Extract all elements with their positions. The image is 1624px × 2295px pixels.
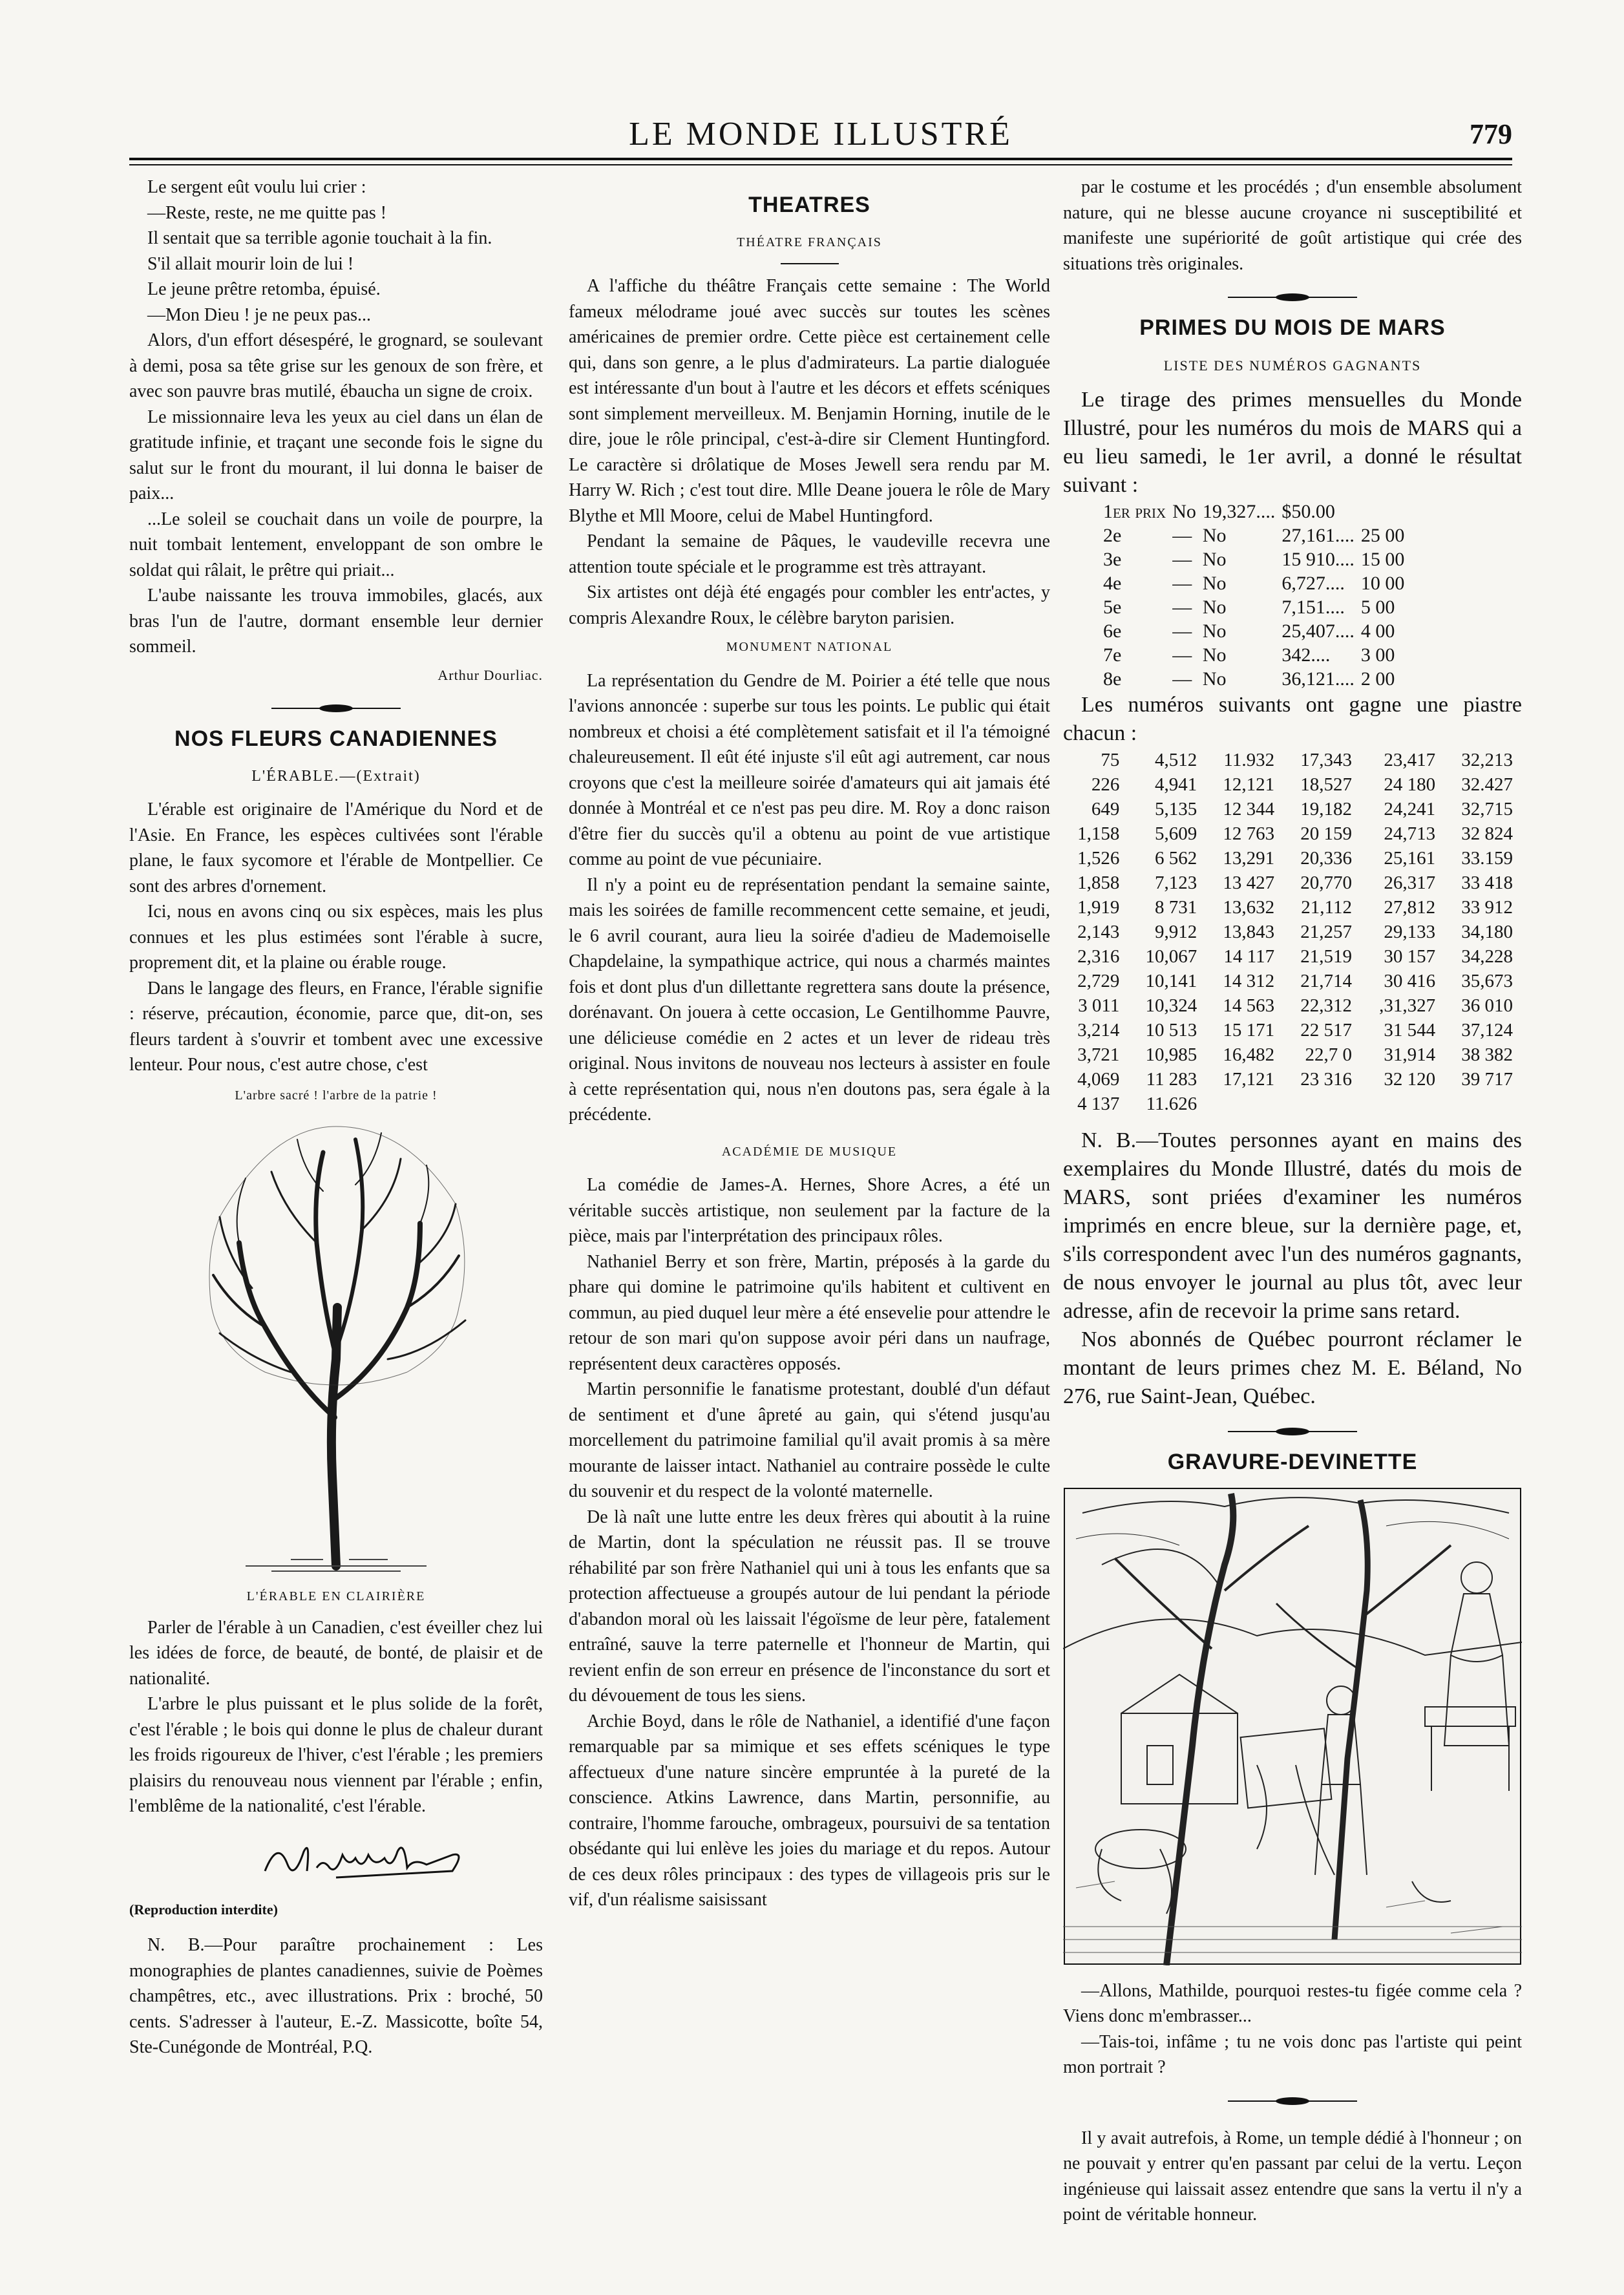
winning-number: 17,121 [1223,1069,1275,1090]
theatre-paragraph: Martin personnifie le fanatisme protestant, doublé d'un défaut de sentiment et d'une âpreté au gain, qui s'étend jusqu'au morcellement du patrimoine familial qu'il avait promis à sa mère mourante de laisser intact. Nathaniel au contraire possède le culte du souvenir et du respect de la volonté maternelle. [569,1379,1050,1501]
fleurs-paragraph: L'érable est originaire de l'Amérique du Nord et de l'Asie. En France, les espèces cultivées sont l'érable plane, le faux sycomore et l'érable de Montpellier. Ce sont des arbres d'ornement. [129,799,543,896]
primes-nb [1063,1126,1522,1411]
prize-cell: 10 00 [1360,573,1405,594]
prize-row [1103,595,1411,619]
prize-cell: No [1202,573,1227,594]
monument-national-text [569,668,1050,1128]
fleurs-paragraph: Ici, nous en avons cinq ou six espèces, mais les plus connues et les plus estimées sont l'érable à sucre, proprement dit, et la plaine ou érable rouge. [129,902,543,973]
winning-number: 21,112 [1301,897,1352,918]
winning-number: 14 312 [1223,971,1275,991]
primes-intro: Le tirage des primes mensuelles du Monde Illustré, pour les numéros du mois de MARS qui a eu lieu samedi, le 1er avril, a donné le résultat suivant : [1063,388,1522,497]
tree-top-caption: L'arbre sacré ! l'arbre de la patrie ! [235,1088,438,1103]
winning-number: 4,069 [1077,1069,1120,1090]
gravure-caption [1063,1978,1522,2080]
winning-number: 32,213 [1461,750,1513,770]
winning-number: 1,919 [1077,897,1120,918]
winning-number: 7,123 [1154,873,1197,893]
maple-tree-illustration [194,1114,478,1579]
winning-number: 14 117 [1223,946,1275,967]
story-paragraph: Alors, d'un effort désespéré, le grognard, se soulevant à demi, posa sa tête grise sur les genoux de son frère, et avec son pauvre bras mutilé, ébaucha un signe de croix. [129,330,543,401]
primes-nb-paragraph: Nos abonnés de Québec pourront réclamer le montant de leurs primes chez M. E. Béland, No 276, rue Saint-Jean, Québec. [1063,1327,1522,1408]
gravure-devinette-engraving [1063,1487,1522,1965]
prize-cell: 4e [1103,573,1122,594]
header-rule [129,158,1512,165]
winning-number: 1,526 [1077,848,1120,869]
theatre-paragraph: La représentation du Gendre de M. Poirier a été telle que nous l'avions annoncée : superbe sur tous les points. Le public qui était nombreux et choisi a été complètement satisfait et il l'a témoigné chaleureusement. Il eût été injuste s'il eût agi autrement, car nous croyons que c'est la meilleure soirée d'amateurs qui ait jamais été donnée à Montréal et ce n'est pas peu dire. M. Roy a donc raison d'être fier du succès qu'il a obtenu au point de vue artistique comme au point de vue pécuniaire. [569,670,1050,869]
winning-number: 23,417 [1384,750,1436,770]
theatre-paragraph: A l'affiche du théâtre Français cette semaine : The World fameux mélodrame joué avec succès sur toutes les scènes américaines de premier ordre. Cette pièce est certainement celle qui, dans son genre, a le plus d'admirateurs. La partie dialoguée est intéressante d'un bout à l'autre et les décors et effets scéniques sont simplement merveilleux. M. Benjamin Horning, inutile de le dire, joue le rôle principal, c'est-à-dire sir Clement Huntingford. Le caractère si drôlatique de Moses Jewell sera rendu par M. Harry W. Rich ; c'est tout dire. Mlle Deane jouera le rôle de Mary Blythe et Mll Moore, celui de Mabel Huntingford. [569,276,1050,526]
winning-numbers-row [1063,1042,1522,1067]
piastre-intro: Les numéros suivants ont gagne une piastre chacun : [1063,693,1522,745]
winning-number: 34,180 [1461,922,1513,942]
winning-number: 30 157 [1384,946,1436,967]
winning-numbers-row [1063,993,1522,1018]
winning-numbers-row [1063,797,1522,821]
piastre-block [1063,691,1522,748]
winning-number: 18,527 [1300,774,1352,795]
winning-number: 20,770 [1300,873,1352,893]
winning-number: 13,632 [1223,897,1275,918]
winning-number [1283,1092,1361,1116]
winning-number: 24,241 [1384,799,1436,820]
winning-number: 2,316 [1077,946,1120,967]
fleurs-paragraph: Dans le langage des fleurs, en France, l'érable signifie : réserve, précaution, économie, parce que, dit-on, ses fleurs tardent à s'ouvrir et tombent avec une excessive lenteur. Pour nous, c'est autre chose, c'est [129,978,543,1075]
winning-number: 20,336 [1300,848,1352,869]
prize-cell: 342.... [1281,644,1331,666]
winning-number: 22,7 0 [1305,1044,1352,1065]
story-paragraph: Il sentait que sa terrible agonie touchait à la fin. [147,228,492,248]
story-author: Arthur Dourliac. [438,666,543,683]
prize-cell: 2 00 [1360,668,1395,690]
winning-number: 75 [1101,750,1120,770]
prize-cell: 15 00 [1360,549,1405,570]
winning-number: 649 [1091,799,1120,820]
winning-number: 31 544 [1384,1020,1436,1041]
theatre-paragraph: Archie Boyd, dans le rôle de Nathaniel, a identifié d'une façon remarquable par sa mimique et ses effets scéniques le type affectueux d'une nature sincère empruntée à la pureté de la conscience. Atkins Lawrence, dans Martin, personnifie, au contraire, l'homme farouche, ombrageux, poursuivi de sa tentation obsédante qui lui enlève les joies du mariage et du repos. Autour de ces deux rôles principaux : des types de villageois pris sur le vif, d'un réalisme saisissant [569,1711,1050,1910]
ornament-divider [1221,2096,1364,2106]
winning-number: 10,141 [1145,971,1197,991]
winning-number: 13,843 [1223,922,1275,942]
winning-number: 14 563 [1223,995,1275,1016]
story-ending [129,175,543,660]
winning-number: 1,158 [1077,823,1120,844]
prize-cell: 6e [1103,620,1122,642]
prize-row [1103,547,1411,571]
newspaper-title: LE MONDE ILLUSTRÉ [629,116,1013,153]
prize-cell: 5 00 [1360,597,1395,618]
final-paragraph: Il y avait autrefois, à Rome, un temple dédié à l'honneur ; on ne pouvait y entrer qu'en passant par celui de la vertu. Leçon ingénieuse qui laissait assez entendre que sans la vertu il n'y a point de véritable honneur. [1063,2128,1522,2225]
winning-number: 23 316 [1300,1069,1352,1090]
winning-numbers-row [1063,944,1522,969]
prize-row [1103,500,1411,524]
winning-number: 12 344 [1223,799,1275,820]
winning-number: 35,673 [1461,971,1513,991]
prize-cell: 1er prix [1103,501,1166,522]
winning-number: 22 517 [1300,1020,1352,1041]
fleurs-title: NOS FLEURS CANADIENNES [174,726,498,751]
prize-cell: — [1172,573,1192,594]
winning-number: 3,721 [1077,1044,1120,1065]
winning-number: 32,715 [1461,799,1513,820]
prize-row [1103,643,1411,667]
winning-number: 10,067 [1145,946,1197,967]
page-number: 779 [1470,118,1512,150]
winning-number: 9,912 [1154,922,1197,942]
story-paragraph: Le missionnaire leva les yeux au ciel dans un élan de gratitude infinie, et traçant une seconde fois le signe du salut sur le front du mourant, il lui donna le baiser de paix... [129,407,543,503]
academie-musique-heading: ACADÉMIE DE MUSIQUE [721,1144,898,1159]
winning-number: 32 120 [1384,1069,1436,1090]
winning-number [1361,1092,1444,1116]
winning-number: 4,512 [1154,750,1197,770]
winning-number: 37,124 [1461,1020,1513,1041]
prize-cell: 4 00 [1360,620,1395,642]
prize-cell: — [1172,525,1192,546]
theatre-francais-heading: THÉATRE FRANÇAIS [737,235,882,249]
theatre-francais-text [569,273,1050,631]
prize-cell: 3 00 [1360,644,1395,666]
prize-cell: No [1202,597,1227,618]
primes-block [1063,386,1522,500]
prize-cell: — [1172,549,1192,570]
winning-number: 20 159 [1300,823,1352,844]
ornament-divider [1221,1426,1364,1437]
prize-cell: 15 910.... [1281,549,1355,570]
winning-number: 30 416 [1384,971,1436,991]
winning-number: 3 011 [1078,995,1120,1016]
tree-caption: L'ÉRABLE EN CLAIRIÈRE [246,1589,426,1603]
winning-number: 33.159 [1461,848,1513,869]
winning-number: 5,609 [1154,823,1197,844]
prize-cell: No [1202,668,1227,690]
winning-number: 33 418 [1461,873,1513,893]
ornament-divider [265,703,407,714]
fleurs-nb: N. B.—Pour paraître prochainement : Les monographies de plantes canadiennes, suivie de Poèmes champêtres, etc., avec illustrations. Prix : broché, 50 cents. S'adresser à l'auteur, E.-Z. Massicotte, boîte 54, Ste-Cunégonde de Montréal, P.Q. [129,1935,543,2057]
winning-number: 226 [1091,774,1120,795]
winning-number: 11 283 [1146,1069,1197,1090]
winning-number: 16,482 [1223,1044,1275,1065]
winning-number: 25,161 [1384,848,1436,869]
theatre-continuation: par le costume et les procédés ; d'un ensemble absolument nature, qui ne blesse aucune croyance ni susceptibilité et manifeste une supériorité de goût artistique qui crée des situations très originales. [1063,177,1522,274]
winning-number: 5,135 [1154,799,1197,820]
prize-row [1103,619,1411,643]
winning-number: 26,317 [1384,873,1436,893]
monument-national-heading: MONUMENT NATIONAL [726,640,893,654]
winning-number: 8 731 [1154,897,1197,918]
winning-number [1444,1092,1522,1116]
winning-number: 33 912 [1461,897,1513,918]
academie-musique-text [569,1172,1050,1913]
winning-number: 31,914 [1384,1044,1436,1065]
winning-number: 6 562 [1154,848,1197,869]
prize-cell: 25,407.... [1281,620,1355,642]
winning-number: 19,182 [1300,799,1352,820]
winning-number: 32 824 [1461,823,1513,844]
prize-cell: $50.00 [1281,501,1335,522]
theatre-paragraph: De là naît une lutte entre les deux frères qui aboutit à la ruine de Martin, dont la spéculation ne réussit pas. Il se trouve réhabilité par son frère Nathaniel qui uni à tous les enfants que sa protection affectueuse a groupés autour de lui pendant la période d'abandon moral où les laissait l'égoïsme de leur père, fatalement entraîné, sauve la terre paternelle et l'honneur de Martin, qui revient enfin de son erreur en présence de l'inconstance du sort et du dévouement de tous les siens. [569,1507,1050,1706]
winning-number: 22,312 [1300,995,1352,1016]
winning-number: 10,324 [1145,995,1197,1016]
winning-number: 34,228 [1461,946,1513,967]
story-paragraph: L'aube naissante les trouva immobiles, glacés, aux bras l'un de l'autre, dormant ensemble leur dernier sommeil. [129,586,543,657]
column-2 [569,175,1050,1913]
ornament-divider [1221,292,1364,302]
winning-numbers-row [1063,1018,1522,1042]
winning-numbers-row [1063,895,1522,920]
fleurs-subtitle: L'ÉRABLE.—(Extrait) [251,767,421,785]
winning-number: 2,729 [1077,971,1120,991]
winning-number: 11.932 [1223,750,1275,770]
reproduction-note: (Reproduction interdite) [129,1901,278,1918]
prize-cell: 36,121.... [1281,668,1355,690]
winning-number: 21,257 [1300,922,1352,942]
winning-number: 17,343 [1300,750,1352,770]
fleurs-paragraph: L'arbre le plus puissant et le plus solide de la forêt, c'est l'érable ; le bois qui donne le plus de chaleur durant les froids rigoureux de l'hiver, c'est l'érable ; les premiers plaisirs du renouveau nous viennent par l'érable ; enfin, l'emblême de la nationalité, c'est l'érable. [129,1694,543,1816]
prize-row [1103,667,1411,691]
winning-number: 13 427 [1223,873,1275,893]
winning-number: 21,519 [1300,946,1352,967]
winning-number [1206,1092,1283,1116]
prize-cell: — [1172,668,1192,690]
winning-number: 1,858 [1077,873,1120,893]
winning-numbers-row [1063,1067,1522,1092]
prize-cell: 25 00 [1360,525,1405,546]
prize-cell: 5e [1103,597,1122,618]
winning-numbers-row [1063,969,1522,993]
page-header [129,115,1512,154]
winning-number: 32.427 [1461,774,1513,795]
prize-cell: 6,727.... [1281,573,1345,594]
prize-row [1103,571,1411,595]
theatre-paragraph: Pendant la semaine de Pâques, le vaudeville recevra une attention toute spéciale et le programme est très attrayant. [569,531,1050,577]
prize-row [1103,524,1411,547]
winning-number: 29,133 [1384,922,1436,942]
primes-subtitle: LISTE DES NUMÉROS GAGNANTS [1163,357,1422,374]
winning-numbers-row [1063,920,1522,944]
primes-title: PRIMES DU MOIS DE MARS [1139,315,1446,340]
fleurs-text-2 [129,1615,543,1819]
fleurs-paragraph: Parler de l'érable à un Canadien, c'est éveiller chez lui les idées de force, de beauté, de bonté, de plaisir et de nationalité. [129,1617,543,1689]
story-paragraph: ...Le soleil se couchait dans un voile de pourpre, la nuit tombait lentement, enveloppant de son ombre le soldat qui râlait, le prêtre qui priait... [129,509,543,580]
small-rule [781,263,839,264]
story-paragraph: —Reste, reste, ne me quitte pas ! [147,202,387,223]
theatre-paragraph: Six artistes ont déjà été engagés pour combler les entr'actes, y compris Alexandre Roux, le célèbre baryton parisien. [569,582,1050,628]
winning-number: 24,713 [1384,823,1436,844]
winning-numbers-row [1063,871,1522,895]
winning-number: 10,985 [1145,1044,1197,1065]
column-1 [129,175,543,2060]
prize-cell: 27,161.... [1281,525,1355,546]
gravure-caption-line: —Allons, Mathilde, pourquoi restes-tu figée comme cela ? Viens donc m'embrasser... [1063,1980,1522,2026]
winning-number: 4 137 [1077,1094,1120,1114]
story-paragraph: Le jeune prêtre retomba, épuisé. [147,279,381,299]
prize-cell: 2e [1103,525,1122,546]
gravure-caption-line: —Tais-toi, infâme ; tu ne vois donc pas l'artiste qui peint mon portrait ? [1063,2031,1522,2077]
story-paragraph: S'il allait mourir loin de lui ! [147,253,354,274]
winning-number: 27,812 [1384,897,1436,918]
theatre-paragraph: La comédie de James-A. Hernes, Shore Acres, a été un véritable succès artistique, non seulement par la facture de la pièce, mais par l'interprétation des principaux rôles. [569,1175,1050,1246]
winning-number: 38 382 [1461,1044,1513,1065]
prize-cell: No [1202,644,1227,666]
winning-number: 12,121 [1223,774,1275,795]
winning-numbers-row [1063,1092,1522,1116]
prize-cell: 3e [1103,549,1122,570]
prize-cell: No [1202,525,1227,546]
story-paragraph: —Mon Dieu ! je ne peux pas... [147,304,372,325]
theatres-title: THEATRES [748,193,870,217]
winning-number: 2,143 [1077,922,1120,942]
winning-numbers-row [1063,846,1522,871]
column-3 [1063,175,1522,2228]
winning-number: 3,214 [1077,1020,1120,1041]
signature [258,1832,472,1890]
winning-number: 39 717 [1461,1069,1513,1090]
winning-number: 11.626 [1146,1094,1197,1114]
theatre-paragraph: Nathaniel Berry et son frère, Martin, préposés à la garde du phare qui domine le patrimoine qu'ils habitent et cultivent en commun, au pied duquel leur mère a été ensevelie pour attendre le retour de son mari qu'on suppose avoir péri dans un naufrage, représentent deux caractères opposés. [569,1251,1050,1374]
prize-cell: — [1172,597,1192,618]
gravure-title: GRAVURE-DEVINETTE [1167,1450,1418,1474]
prize-table [1103,500,1411,691]
prize-cell: 8e [1103,668,1122,690]
fleurs-text-1 [129,797,543,1078]
prize-cell: No [1172,501,1196,522]
prize-cell: No [1202,620,1227,642]
story-paragraph: Le sergent eût voulu lui crier : [147,177,366,197]
prize-cell: 7,151.... [1281,597,1345,618]
winning-number: 36 010 [1461,995,1513,1016]
winning-number: 15 171 [1223,1020,1275,1041]
prize-cell: — [1172,644,1192,666]
theatre-paragraph: Il n'y a point eu de représentation pendant la semaine sainte, mais les soirées de famille recommencent cette semaine, et jeudi, le 6 avril courant, aura lieu la soirée d'adieu de Mademoiselle Chapdelaine, la sympathique actrice, qui nous a charmés maintes fois et dont plus d'un dillettante regrettera sans doute la présence, dorénavant. On jouera à cette occasion, Le Gentilhomme Pauvre, une délicieuse comédie en 2 actes et un lever de rideau très original. Nous invitons de nouveau nos lecteurs à assister en foule à cette représentation qui, nous n'en doutons pas, sera égale à la précédente. [569,874,1050,1125]
winning-number: ,31,327 [1379,995,1436,1016]
prize-cell: 7e [1103,644,1122,666]
winning-numbers-row [1063,748,1522,772]
winning-numbers-row [1063,821,1522,846]
winning-number: 13,291 [1223,848,1275,869]
winning-number: 10 513 [1145,1020,1197,1041]
prize-cell: — [1172,620,1192,642]
prize-cell: No [1202,549,1227,570]
winning-numbers-row [1063,772,1522,797]
winning-number: 4,941 [1154,774,1197,795]
winning-number: 12 763 [1223,823,1275,844]
winning-number: 21,714 [1300,971,1352,991]
winning-number: 24 180 [1384,774,1436,795]
prize-cell: 19,327.... [1202,501,1276,522]
primes-nb-paragraph: N. B.—Toutes personnes ayant en mains des exemplaires du Monde Illustré, datés du mois de MARS, sont priées d'examiner les numéros imprimés en encre bleue, sur la dernière page, et, s'ils correspondent avec l'un des numéros gagnants, de nous envoyer le journal au plus tôt, avec leur adresse, afin de recevoir la prime sans retard. [1063,1128,1522,1323]
winning-numbers-table [1063,748,1522,1116]
